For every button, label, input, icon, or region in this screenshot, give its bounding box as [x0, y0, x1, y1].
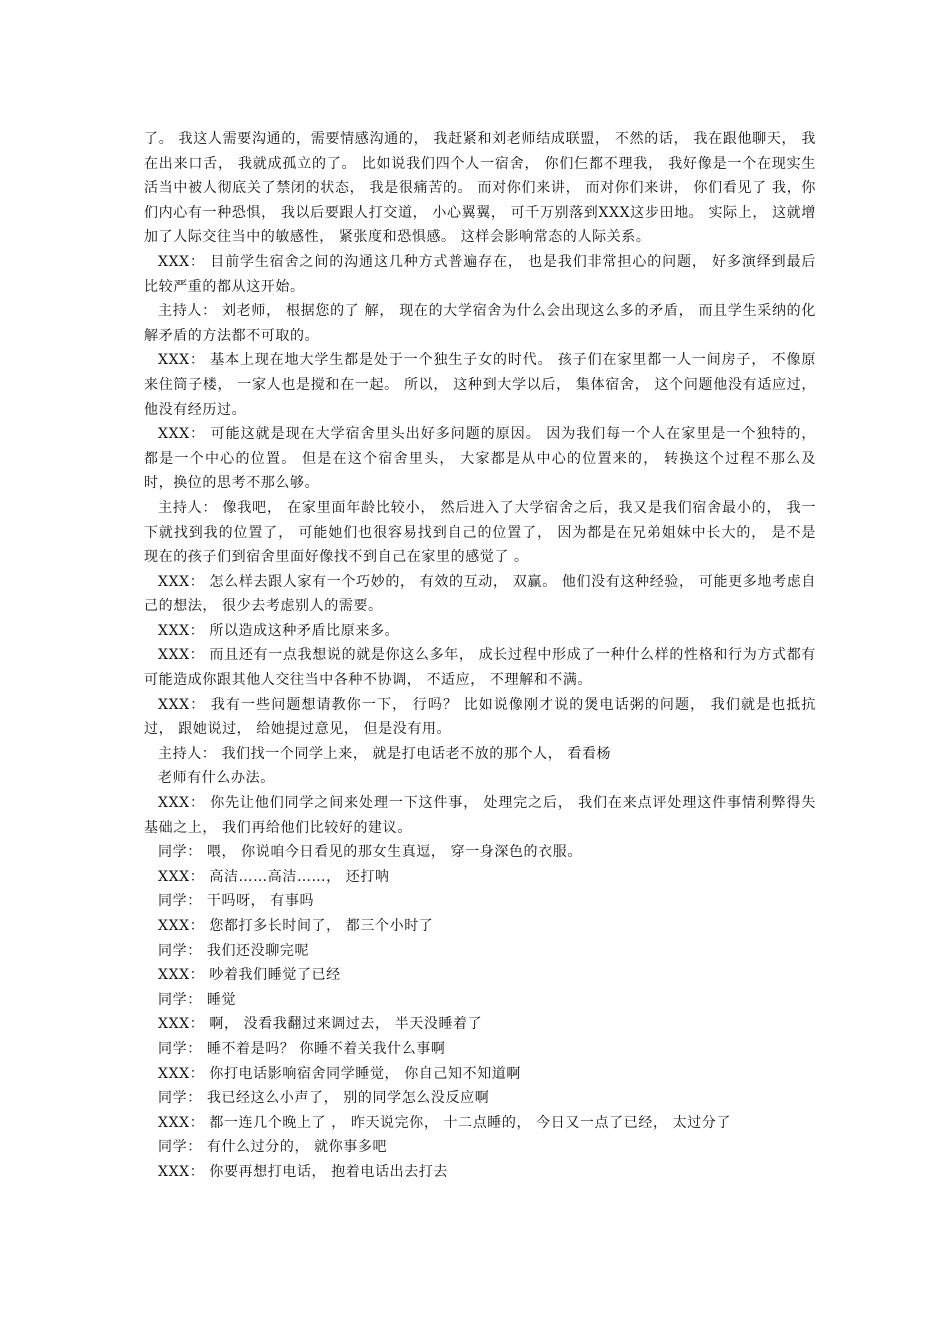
paragraph: XXX： 你先让他们同学之间来处理一下这件事， 处理完之后， 我们在来点评处理这件事情利弊得失基础之上， 我们再给他们比较好的建议。: [144, 795, 816, 836]
dialogue-line: XXX： 你要再想打电话， 抱着电话出去打去: [158, 1163, 448, 1180]
document-page: [144, 127, 816, 1185]
paragraph: XXX： 所以造成这种矛盾比原来多。: [158, 622, 400, 639]
dialogue-line: XXX： 高洁……高洁……， 还打呐: [158, 868, 390, 885]
paragraph: XXX： 基本上现在地大学生都是处于一个独生子女的时代。 孩子们在家里都一人一间房子， 不像原来住筒子楼， 一家人也是搅和在一起。 所以， 这种到大学以后， 集体宿舍， 这个问题他没有适应过，他没有经历过。: [144, 352, 816, 418]
dialogue-line: XXX： 你打电话影响宿舍同学睡觉， 你自己知不知道啊: [158, 1065, 521, 1082]
paragraph: XXX： 而且还有一点我想说的就是你这么多年， 成长过程中形成了一种什么样的性格和行为方式都有可能造成你跟其他人交往当中各种不协调， 不适应， 不理解和不满。: [144, 647, 816, 689]
paragraph: XXX： 可能这就是现在大学宿舍里头出好多问题的原因。 因为我们每一个人在家里是一个独特的， 都是一个中心的位置。 但是在这个宿舍里头， 大家都是从中心的位置来的， 转换这个过程不那么及时，换位的思考不那么够。: [144, 426, 816, 492]
dialogue-line: 同学： 睡不着是吗？ 你睡不着关我什么事啊: [158, 1040, 446, 1057]
dialogue-line: 同学： 我已经这么小声了， 别的同学怎么没反应啊: [158, 1090, 490, 1107]
dialogue-line: 同学： 有什么过分的， 就你事多吧: [158, 1139, 388, 1156]
paragraph: XXX： 我有一些问题想请教你一下， 行吗？ 比如说像刚才说的煲电话粥的问题， 我们就是也抵抗过， 跟她说过， 给她提过意见， 但是没有用。: [144, 696, 816, 738]
paragraph: XXX： 目前学生宿舍之间的沟通这几种方式普遍存在， 也是我们非常担心的问题， 好多演绎到最后比较严重的都从这开始。: [144, 253, 816, 295]
paragraph: 主持人： 像我吧， 在家里面年龄比较小， 然后进入了大学宿舍之后，我又是我们宿舍最小的， 我一下就找到我的位置了， 可能她们也很容易找到自己的位置了， 因为都是在兄弟姐妹中长大的， 是不是现在的孩子们到宿舍里面好像找不到自己在家里的感觉了 。: [144, 499, 816, 566]
paragraph: 了。 我这人需要沟通的，需要情感沟通的， 我赶紧和刘老师结成联盟， 不然的话， 我在跟他聊天， 我在出来口舌， 我就成孤立的了。 比如说我们四个人一宿舍， 你们仨都不理我， 我好像是一个在现实生活当中被人彻底关了禁闭的状态， 我是很痛苦的。 而对你们来讲， 而对你们来讲， 你们看见了 我，你们内心有一种恐惧， 我以后要跟人打交道， 小心翼翼， 可千万别落到XXX这步田地。 实际上， 这就增加了人际交往当中的敏感性， 紧张度和恐惧感。 这样会影响常态的人际关系。: [144, 131, 816, 246]
paragraph: 老师有什么办法。: [158, 770, 275, 787]
dialogue-line: XXX： 啊， 没看我翻过来调过去， 半天没睡着了: [158, 1016, 483, 1033]
paragraph: XXX： 怎么样去跟人家有一个巧妙的， 有效的互动， 双赢。 他们没有这种经验， 可能更多地考虑自己的想法， 很少去考虑别人的需要。: [144, 573, 816, 615]
paragraph: 主持人： 我们找一个同学上来， 就是打电话老不放的那个人， 看看杨: [158, 745, 612, 762]
dialogue-line: 同学： 我们还没聊完呢: [158, 942, 310, 959]
dialogue-line: 同学： 干吗呀， 有事吗: [158, 893, 315, 910]
dialogue-line: XXX： 吵着我们睡觉了已经: [158, 967, 341, 984]
dialogue-line: 同学： 睡觉: [158, 991, 237, 1008]
dialogue-line: 同学： 喂， 你说咱今日看见的那女生真逗， 穿一身深色的衣服。: [158, 844, 582, 861]
dialogue-line: XXX： 您都打多长时间了， 都三个小时了: [158, 918, 434, 934]
paragraph: 主持人： 刘老师， 根据您的了 解， 现在的大学宿舍为什么会出现这么多的矛盾， 而且学生采纳的化解矛盾的方法都不可取的。: [144, 303, 816, 344]
dialogue-line: XXX： 都一连几个晚上了 ， 昨天说完你， 十二点睡的， 今日又一点了已经， 太过分了: [158, 1114, 731, 1131]
